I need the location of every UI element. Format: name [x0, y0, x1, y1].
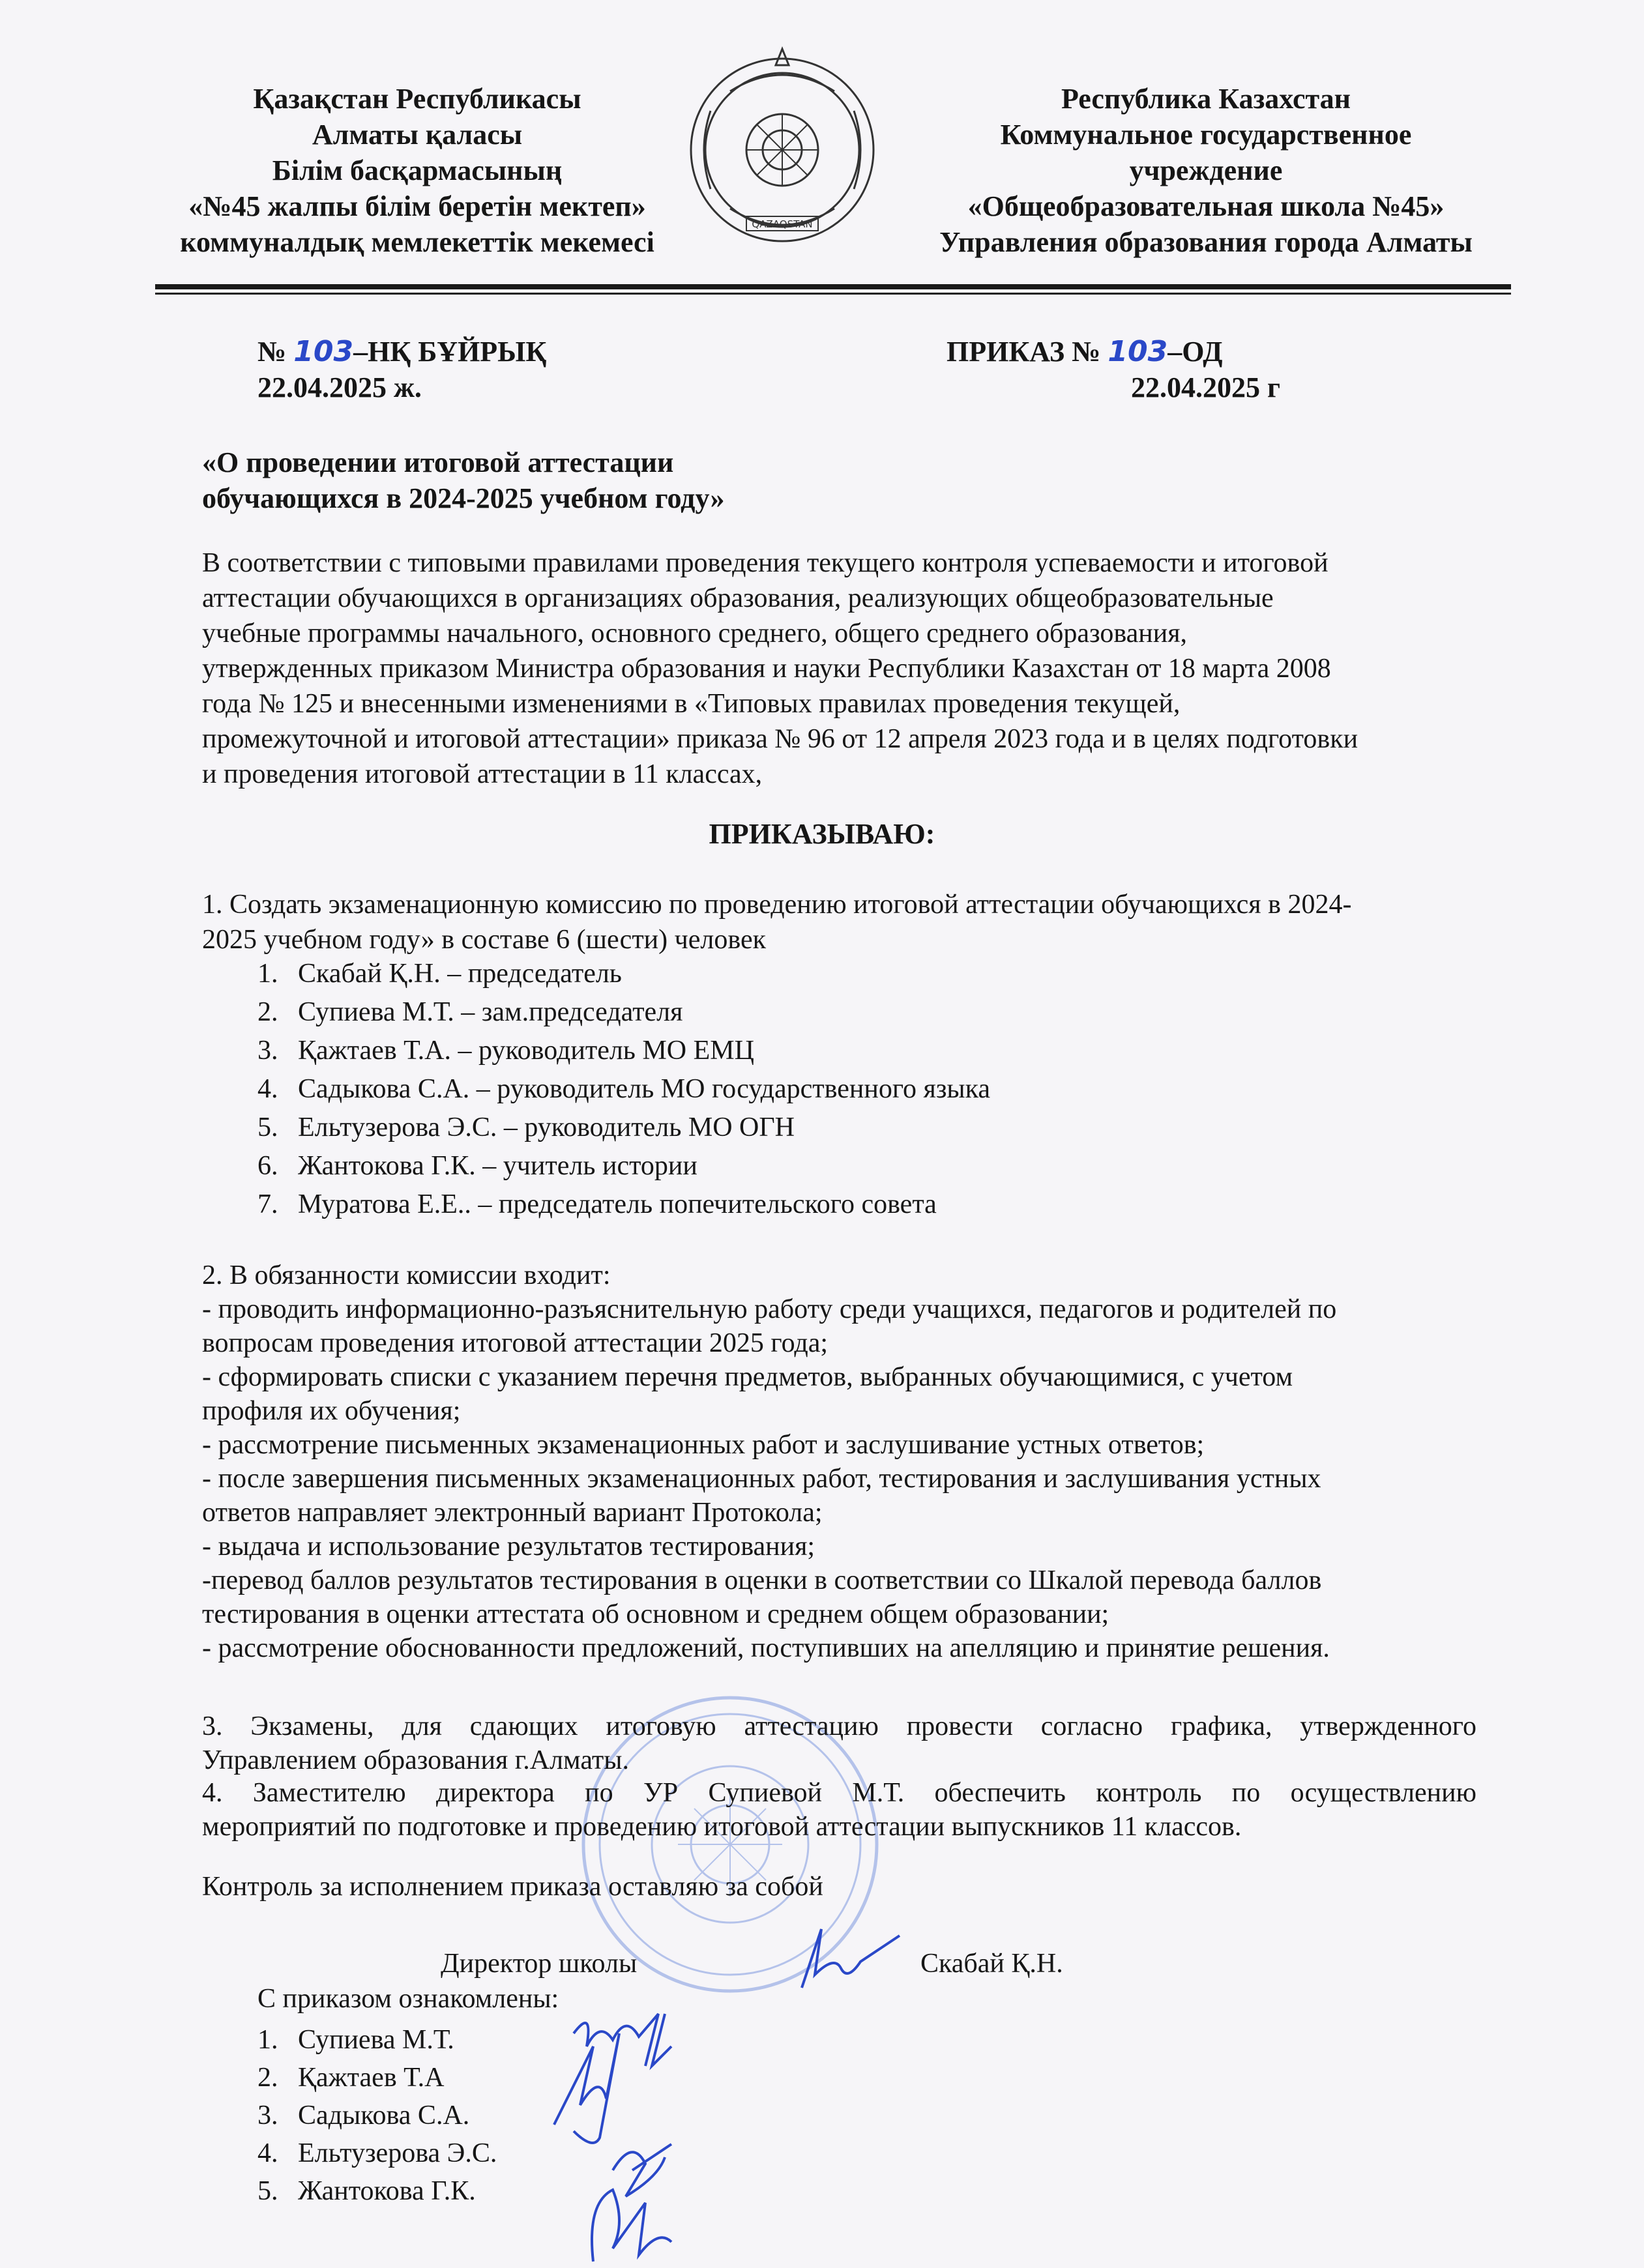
preamble	[202, 545, 1476, 792]
section-2-line: профиля их обучения;	[202, 1396, 461, 1426]
section-2-line: вопросам проведения итоговой аттестации 2025 года;	[202, 1328, 829, 1358]
list-item: 2. Супиева М.Т. – зам.председателя	[257, 997, 683, 1027]
section-3-line: Управлением образования г.Алматы.	[202, 1745, 629, 1775]
preamble-line: учебные программы начального, основного среднего, общего среднего образования,	[202, 618, 1188, 648]
preamble-line: промежуточной и итоговой аттестации» приказа № 96 от 12 апреля 2023 года и в целях подготовки	[202, 724, 1358, 754]
title-line: «О проведении итоговой аттестации	[202, 446, 674, 478]
section-3	[202, 1709, 1476, 1777]
header-right-line: Коммунальное государственное	[1000, 119, 1412, 151]
commission-list	[257, 955, 990, 1224]
header-rule-thin	[155, 293, 1511, 295]
header-right-line: учреждение	[1129, 154, 1283, 186]
list-item: 7. Муратова Е.Е.. – председатель попечительского совета	[257, 1189, 937, 1219]
section-2-line: - рассмотрение обоснованности предложений, поступивших на апелляцию и принятие решения.	[202, 1633, 1330, 1663]
preamble-line: года № 125 и внесенными изменениями в «Типовых правилах проведения текущей,	[202, 689, 1181, 719]
state-emblem-icon	[684, 46, 880, 261]
section-4-line: 4. Заместителю директора по УР Супиевой М.Т. обеспечить контроль по осуществлению	[202, 1778, 1476, 1808]
acquainted-signatures	[535, 2007, 743, 2268]
section-3-line: 3. Экзамены, для сдающих итоговую аттестацию провести согласно графика, утвержденного	[202, 1711, 1476, 1741]
order-date-russian: 22.04.2025 г	[1131, 371, 1280, 403]
preamble-line: утвержденных приказом Министра образования и науки Республики Казахстан от 18 марта 2008	[202, 654, 1331, 684]
order-date-kazakh: 22.04.2025 ж.	[257, 371, 422, 403]
header-right-line: Республика Казахстан	[1061, 83, 1351, 115]
acquainted-label: С приказом ознакомлены:	[257, 1984, 559, 2014]
header-left-line: Алматы қаласы	[312, 119, 523, 151]
header-left-line: Қазақстан Республикасы	[253, 83, 581, 115]
emblem-text: QAZAQSTAN	[752, 218, 813, 230]
section-2-line: тестирования в оценки аттестата об основном и среднем общем образовании;	[202, 1599, 1109, 1629]
list-item: 1. Супиева М.Т.	[257, 2025, 454, 2055]
section-2-line: 2. В обязанности комиссии входит:	[202, 1260, 611, 1290]
order-number-kazakh: № 103–НҚ БҰЙРЫҚ	[257, 335, 547, 368]
header-left-line: Білім басқармасының	[272, 154, 563, 186]
list-item: 6. Жантокова Г.К. – учитель истории	[257, 1151, 697, 1181]
title-line: обучающихся в 2024-2025 учебном году»	[202, 482, 725, 514]
section-4-line: мероприятий по подготовке и проведению итоговой аттестации выпускников 11 классов.	[202, 1812, 1242, 1842]
section-2-line: ответов направляет электронный вариант Протокола;	[202, 1498, 823, 1528]
handwritten-order-number: 103	[293, 335, 354, 368]
list-item: 3. Қажтаев Т.А. – руководитель МО ЕМЦ	[257, 1036, 754, 1066]
section-1	[202, 887, 1476, 957]
list-item: 4. Садыкова С.А. – руководитель МО государственного языка	[257, 1074, 991, 1104]
list-item: 2. Қажтаев Т.А	[257, 2063, 445, 2093]
header-left-line: «№45 жалпы білім беретін мектеп»	[188, 190, 646, 222]
director-signature	[776, 1923, 906, 1994]
list-item: 3. Садыкова С.А.	[257, 2101, 470, 2130]
section-1-line: 1. Создать экзаменационную комиссию по проведению итоговой аттестации обучающихся в 2024-	[202, 890, 1352, 920]
order-title	[202, 444, 1476, 516]
section-2	[202, 1258, 1476, 1665]
header-russian	[913, 81, 1499, 260]
list-item: 5. Жантокова Г.К.	[257, 2176, 476, 2206]
decree-heading: ПРИКАЗЫВАЮ:	[709, 818, 935, 850]
handwritten-order-number: 103	[1108, 335, 1168, 368]
signatory-name: Скабай Қ.Н.	[920, 1949, 1063, 1979]
list-item: 5. Ельтузерова Э.С. – руководитель МО ОГН	[257, 1112, 795, 1142]
signatory-position: Директор школы	[441, 1949, 638, 1979]
section-1-line: 2025 учебном году» в составе 6 (шести) человек	[202, 925, 766, 955]
acquainted-list	[257, 2021, 497, 2210]
header-right-line: «Общеобразовательная школа №45»	[967, 190, 1445, 222]
header-left-line: коммуналдық мемлекеттік мекемесі	[180, 226, 654, 258]
section-2-line: - выдача и использование результатов тестирования;	[202, 1532, 815, 1562]
preamble-line: В соответствии с типовыми правилами проведения текущего контроля успеваемости и итоговой	[202, 548, 1328, 578]
section-2-line: - после завершения письменных экзаменационных работ, тестирования и заслушивания устных	[202, 1464, 1321, 1494]
section-2-line: -перевод баллов результатов тестирования в оценки в соответствии со Шкалой перевода баллов	[202, 1565, 1322, 1595]
order-number-russian: ПРИКАЗ № 103–ОД	[947, 335, 1223, 368]
header-kazakh	[124, 81, 711, 260]
preamble-line: и проведения итоговой аттестации в 11 классах,	[202, 759, 763, 789]
list-item: 4. Ельтузерова Э.С.	[257, 2138, 497, 2168]
section-2-line: - проводить информационно-разъяснительную работу среди учащихся, педагогов и родителей по	[202, 1294, 1337, 1324]
preamble-line: аттестации обучающихся в организациях образования, реализующих общеобразовательные	[202, 583, 1274, 613]
control-clause: Контроль за исполнением приказа оставляю за собой	[202, 1872, 823, 1902]
header-right-line: Управления образования города Алматы	[939, 226, 1473, 258]
list-item: 1. Скабай Қ.Н. – председатель	[257, 959, 622, 989]
section-2-line: - сформировать списки с указанием перечня предметов, выбранных обучающимися, с учетом	[202, 1362, 1293, 1392]
section-2-line: - рассмотрение письменных экзаменационных работ и заслушивание устных ответов;	[202, 1430, 1205, 1460]
header-rule-thick	[155, 284, 1511, 289]
section-4	[202, 1776, 1476, 1844]
